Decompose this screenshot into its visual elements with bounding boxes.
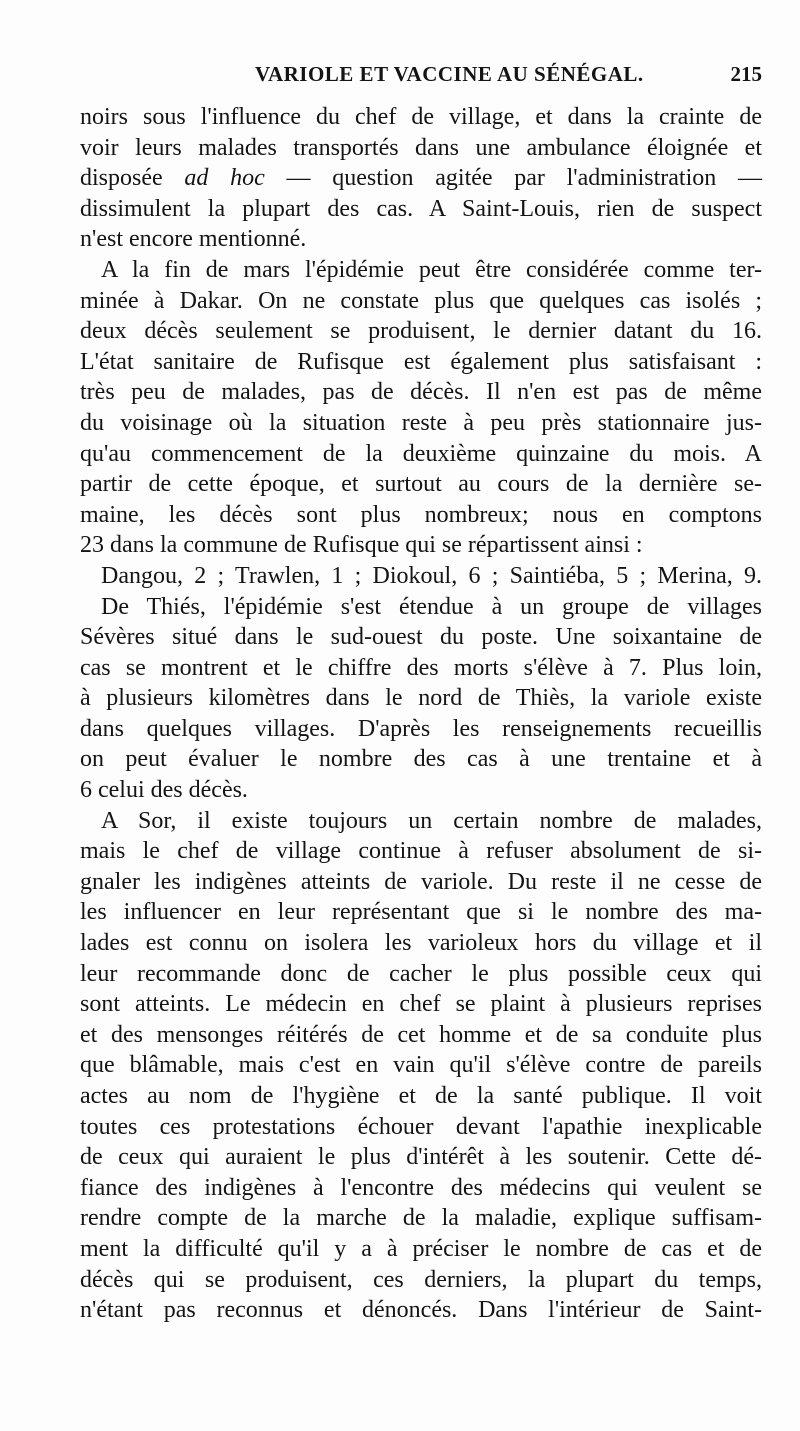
text-line: Dangou, 2 ; Trawlen, 1 ; Diokoul, 6 ; Saintiéba, 5 ; Merina, 9. — [101, 562, 762, 589]
text-line: n'est encore mentionné. — [80, 226, 307, 253]
text-line: De Thiés, l'épidémie s'est étendue à un groupe de villages — [101, 593, 762, 620]
text-line: 23 dans la commune de Rufisque qui se répartissent ainsi : — [80, 532, 643, 559]
text-line: A la fin de mars l'épidémie peut être considérée comme ter- — [101, 256, 762, 283]
text-line: cas se montrent et le chiffre des morts s'élève à 7. Plus loin, — [80, 654, 762, 681]
text-line: leur recommande donc de cacher le plus possible ceux qui — [80, 960, 762, 987]
text-line: n'étant pas reconnus et dénoncés. Dans l'intérieur de Saint- — [80, 1297, 762, 1324]
text-line: Sévères situé dans le sud-ouest du poste. Une soixantaine de — [80, 624, 762, 651]
text-line: A Sor, il existe toujours un certain nombre de malades, — [101, 807, 762, 834]
text-line-segment: — question agitée par l'administration — — [264, 165, 762, 192]
italic-phrase: ad hoc — [184, 165, 265, 192]
text-line: partir de cette époque, et surtout au cours de la dernière se- — [80, 471, 762, 498]
text-line: dissimulent la plupart des cas. A Saint-Louis, rien de suspect — [80, 195, 762, 222]
text-line: maine, les décès sont plus nombreux; nous en comptons — [80, 501, 762, 528]
text-line: dans quelques villages. D'après les renseignements recueillis — [80, 715, 762, 742]
text-line: décès qui se produisent, ces derniers, la plupart du temps, — [80, 1266, 762, 1293]
text-line: sont atteints. Le médecin en chef se plaint à plusieurs reprises — [80, 991, 762, 1018]
running-head: VARIOLE ET VACCINE AU SÉNÉGAL. — [255, 62, 644, 86]
text-line-segment: disposée — [80, 165, 185, 192]
text-line: on peut évaluer le nombre des cas à une trentaine et à — [80, 746, 762, 773]
text-line: lades est connu on isolera les varioleux hors du village et il — [80, 930, 762, 957]
text-line: rendre compte de la marche de la maladie, explique suffisam- — [80, 1205, 762, 1232]
text-line: actes au nom de l'hygiène et de la santé publique. Il voit — [80, 1083, 762, 1109]
text-line: mais le chef de village continue à refuser absolument de si- — [80, 838, 762, 865]
text-line: 6 celui des décès. — [80, 777, 248, 804]
text-line — [80, 163, 762, 194]
text-line: très peu de malades, pas de décès. Il n'en est pas de même — [80, 379, 762, 406]
text-line: à plusieurs kilomètres dans le nord de Thiès, la variole existe — [80, 685, 762, 712]
text-line: L'état sanitaire de Rufisque est également plus satisfaisant : — [80, 348, 762, 375]
text-line: deux décès seulement se produisent, le dernier datant du 16. — [80, 318, 762, 345]
text-line: et des mensonges réitérés de cet homme et de sa conduite plus — [80, 1021, 762, 1048]
text-line: les influencer en leur représentant que si le nombre des ma- — [80, 899, 762, 926]
text-line: voir leurs malades transportés dans une ambulance éloignée et — [80, 134, 762, 161]
text-line: toutes ces protestations échouer devant l'apathie inexplicable — [80, 1113, 762, 1140]
page-number: 215 — [730, 62, 762, 86]
text-line: fiance des indigènes à l'encontre des médecins qui veulent se — [80, 1174, 762, 1201]
text-line: ment la difficulté qu'il y a à préciser le nombre de cas et de — [80, 1235, 762, 1262]
text-line: de ceux qui auraient le plus d'intérêt à les soutenir. Cette dé- — [80, 1144, 762, 1171]
page-header — [80, 62, 762, 94]
text-line: noirs sous l'influence du chef de village, et dans la crainte de — [80, 104, 762, 130]
text-line: minée à Dakar. On ne constate plus que quelques cas isolés ; — [80, 287, 762, 314]
body-text — [80, 102, 762, 1326]
text-line: gnaler les indigènes atteints de variole. Du reste il ne cesse de — [80, 868, 762, 895]
text-line: du voisinage où la situation reste à peu près stationnaire jus- — [80, 409, 762, 436]
text-line: qu'au commencement de la deuxième quinzaine du mois. A — [80, 440, 762, 467]
text-line: que blâmable, mais c'est en vain qu'il s'élève contre de pareils — [80, 1052, 762, 1079]
